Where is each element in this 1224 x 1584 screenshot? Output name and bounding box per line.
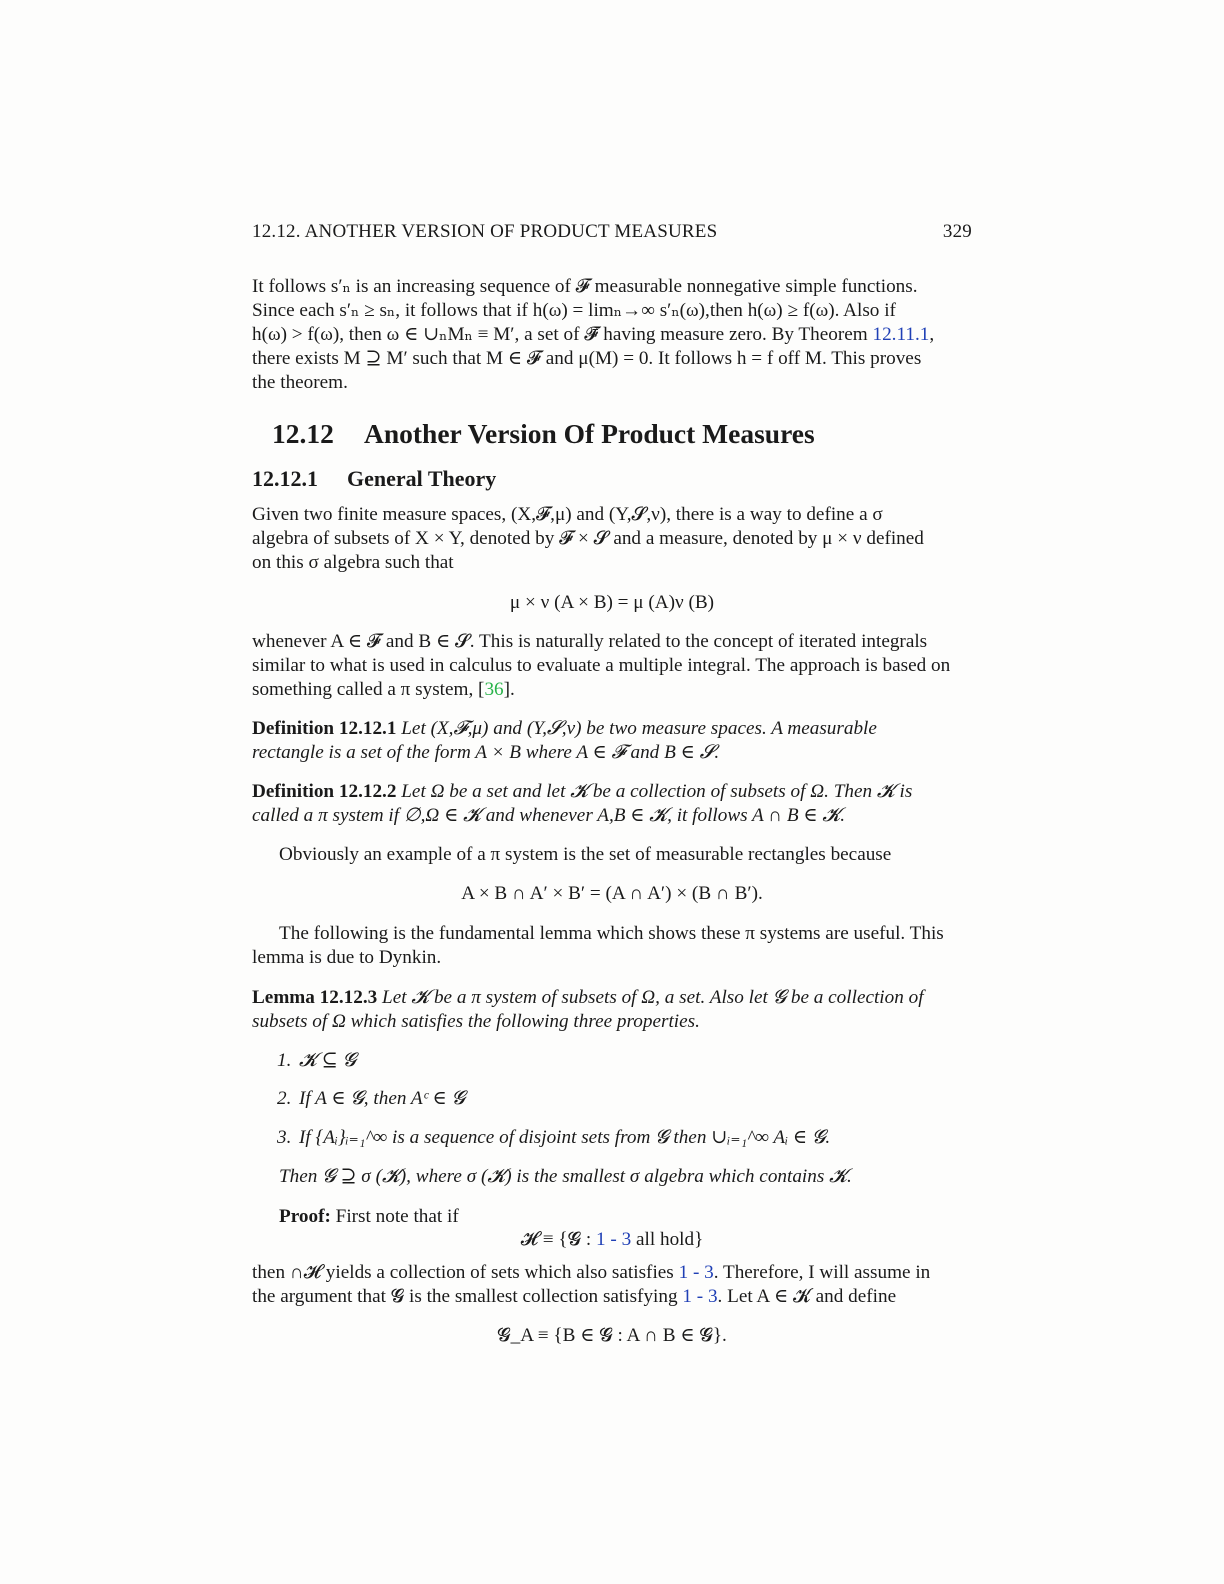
paragraph-dynkin [252,922,972,970]
text: Let (X,𝓕,μ) and (Y,𝓢,ν) be two measure spaces. A measurable [401,718,877,739]
line: It follows s′ₙ is an increasing sequence of 𝓕 measurable nonnegative simple functions. [252,276,918,297]
proof-start [279,1205,972,1229]
lemma-12-12-3 [252,986,972,1034]
line: subsets of Ω which satisfies the following three properties. [252,1011,700,1032]
list-item [277,1049,356,1073]
item-text: 𝓚 ⊆ 𝓖 [299,1050,356,1071]
item-ref-link[interactable]: 1 [678,1262,689,1283]
line: rectangle is a set of the form A × B where A ∈ 𝓕 and B ∈ 𝓢. [252,742,720,763]
lemma-conclusion: Then 𝓖 ⊇ σ (𝓚), where σ (𝓚) is the smallest σ algebra which contains 𝓚. [279,1166,852,1187]
item-ref-link[interactable]: 3 [621,1229,632,1250]
section-title: Another Version Of Product Measures [364,418,815,449]
text: Let Ω be a set and let 𝓚 be a collection of subsets of Ω. Then 𝓚 is [401,781,913,802]
paragraph-example: Obviously an example of a π system is the set of measurable rectangles because [279,844,892,865]
text: 𝓗 ≡ {𝓖 : [520,1229,597,1250]
text: - [691,1286,708,1307]
item-number: 1. [277,1050,292,1071]
subsection-number: 12.12.1 [252,466,318,491]
definition-12-12-2 [252,780,972,828]
lemma-label: Lemma 12.12.3 [252,987,378,1008]
line: called a π system if ∅,Ω ∈ 𝓚 and whenever A,B ∈ 𝓚, it follows A ∩ B ∈ 𝓚. [252,805,846,826]
subsection-heading [252,466,496,492]
text: all hold} [631,1229,704,1250]
line [252,1285,972,1309]
header-title: 12.12. ANOTHER VERSION OF PRODUCT MEASURES [252,221,718,242]
text: Let 𝓚 be a π system of subsets of Ω, a set. Also let 𝓖 be a collection of [382,987,924,1008]
equation-product-measure: μ × ν (A × B) = μ (A)ν (B) [509,592,715,613]
paragraph-proof [252,1261,972,1309]
text: . Let A ∈ 𝓚 and define [717,1286,897,1307]
text: - [688,1262,705,1283]
line: Given two finite measure spaces, (X,𝓕,μ) and (Y,𝓢,ν), there is a way to define a σ [252,504,883,525]
list-item [277,1126,830,1150]
line [252,1261,972,1285]
line: lemma is due to Dynkin. [252,947,442,968]
equation-g-a: 𝓖_A ≡ {B ∈ 𝓖 : A ∩ B ∈ 𝓖}. [497,1325,727,1346]
text: the argument that 𝓖 is the smallest collection satisfying [252,1286,683,1307]
paragraph-intro [252,503,972,575]
equation-rectangles: A × B ∩ A′ × B′ = (A ∩ A′) × (B ∩ B′). [461,883,763,904]
item-ref-link[interactable]: 1 [596,1229,606,1250]
text: h(ω) > f(ω), then ω ∈ ∪ₙMₙ ≡ M′, a set of 𝓕̄ having measure zero. By Theorem [252,324,873,345]
definition-label: Definition 12.12.1 [252,718,397,739]
text: something called a π system, [ [252,679,485,700]
definition-label: Definition 12.12.2 [252,781,397,802]
line [252,323,972,347]
line: Since each s′ₙ ≥ sₙ, it follows that if h(ω) = limₙ→∞ s′ₙ(ω),then h(ω) ≥ f(ω). Also if [252,300,896,321]
theorem-link[interactable]: 12.11.1 [872,324,930,345]
subsection-title: General Theory [347,466,497,491]
item-ref-link[interactable]: 3 [704,1262,714,1283]
item-text: If {Aᵢ}ᵢ₌₁^∞ is a sequence of disjoint sets from 𝓖 then ∪ᵢ₌₁^∞ Aᵢ ∈ 𝓖. [299,1127,831,1148]
equation-h-collection [252,1228,972,1252]
line [252,986,972,1010]
text: ]. [503,679,515,700]
paragraph-pi-system [252,630,972,702]
section-number: 12.12 [272,418,334,449]
line: there exists M ⊇ M′ such that M ∈ 𝓕 and μ(M) = 0. It follows h = f off M. This proves [252,348,922,369]
citation-link[interactable]: 36 [484,679,504,700]
item-ref-link[interactable]: 3 [707,1286,718,1307]
item-number: 3. [277,1127,292,1148]
item-number: 2. [277,1088,292,1109]
line [252,717,972,741]
item-text: If A ∈ 𝓖, then Aᶜ ∈ 𝓖 [299,1088,465,1109]
line [252,780,972,804]
text: , [929,324,935,345]
definition-12-12-1 [252,717,972,765]
text: . Therefore, I will assume in [713,1262,931,1283]
line: The following is the fundamental lemma which shows these π systems are useful. This [279,923,944,944]
page-number: 329 [942,221,972,242]
paragraph-proof-end [252,275,972,395]
line: the theorem. [252,372,348,393]
text: then ∩𝓗 yields a collection of sets which also satisfies [252,1262,679,1283]
line: similar to what is used in calculus to evaluate a multiple integral. The approach is based on [252,655,951,676]
text: - [605,1229,622,1250]
line [252,678,972,702]
line: whenever A ∈ 𝓕 and B ∈ 𝓢. This is naturally related to the concept of iterated integrals [252,631,928,652]
item-ref-link[interactable]: 1 [682,1286,692,1307]
line: algebra of subsets of X × Y, denoted by 𝓕 × 𝓢 and a measure, denoted by μ × ν defined [252,528,924,549]
list-item [277,1087,465,1111]
text: First note that if [335,1206,459,1227]
line: on this σ algebra such that [252,552,454,573]
proof-label: Proof: [279,1206,331,1227]
section-heading [272,418,815,450]
